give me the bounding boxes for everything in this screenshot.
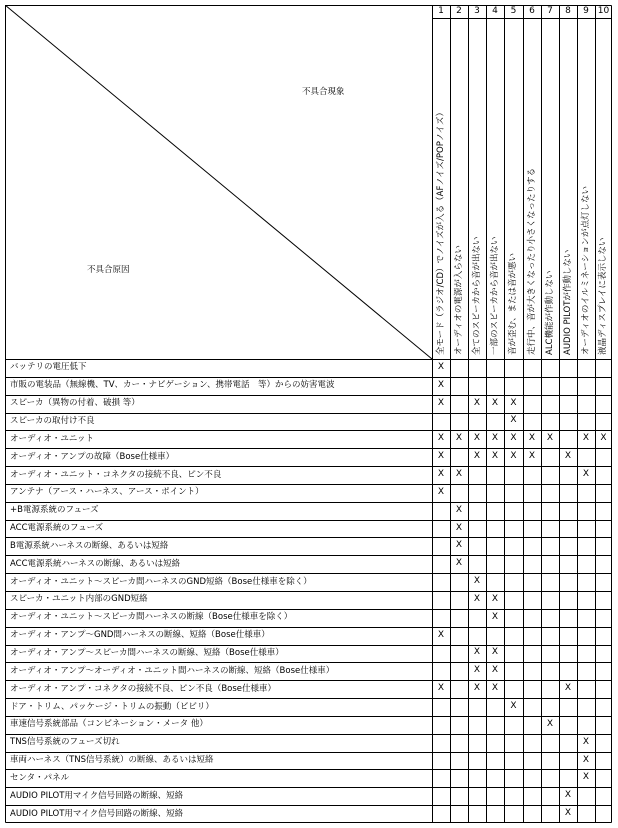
cause-cell: 車速信号系統部品（コンビネーション・メータ 他） xyxy=(10,719,208,730)
mark-x: X xyxy=(528,433,536,444)
column-number: 10 xyxy=(597,6,610,16)
mark-x: X xyxy=(491,397,499,408)
mark-x: X xyxy=(473,683,481,694)
mark-x: X xyxy=(437,361,445,372)
mark-x: X xyxy=(473,647,481,658)
mark-x: X xyxy=(455,469,463,479)
column-header-label: AUDIO PILOTが作動しない xyxy=(562,249,573,355)
mark-x: X xyxy=(510,433,517,444)
column-number: 8 xyxy=(565,6,571,16)
column-header-label: 一部のスピーカから音が出ない xyxy=(489,236,500,355)
column-header-label: オーディオの電源が入らない xyxy=(453,245,464,355)
cause-cell: オーディオ・アンプ・コネクタの接続不良、ピン不良（Bose仕様車） xyxy=(10,683,277,694)
cause-cell: TNS信号系統のフューズ切れ xyxy=(10,737,120,748)
column-number: 1 xyxy=(438,6,444,16)
mark-x: X xyxy=(510,701,517,711)
mark-x: X xyxy=(582,736,590,747)
cause-cell: ACC電源系統ハーネスの断線、あるいは短絡 xyxy=(10,558,181,569)
column-number: 7 xyxy=(547,6,553,16)
cause-cell: オーディオ・アンプ〜オーディオ・ユニット間ハーネスの断線、短絡（Bose仕様車） xyxy=(10,665,335,676)
mark-x: X xyxy=(437,629,445,640)
cause-cell: オーディオ・アンプ〜スピーカ間ハーネスの断線、短絡（Bose仕様車） xyxy=(10,647,284,658)
mark-x: X xyxy=(491,593,499,604)
cause-cell: 市販の電装品（無線機、TV、カー・ナビゲーション、携帯電話 等）からの妨害電波 xyxy=(10,380,335,391)
trouble-diagnosis-table xyxy=(5,5,612,823)
mark-x: X xyxy=(564,683,572,694)
column-number: 4 xyxy=(492,6,498,16)
mark-x: X xyxy=(455,504,463,515)
column-header-label: 音が歪む、または音が悪い xyxy=(508,252,518,355)
cause-cell: スピーカ・ユニット内部のGND短絡 xyxy=(10,594,148,605)
cause-cell: スピーカ（異物の付着、破損 等） xyxy=(10,398,140,409)
column-header-label: 全てのスピーカから音が出ない xyxy=(471,236,482,355)
mark-x: X xyxy=(491,647,499,658)
column-number: 6 xyxy=(529,6,535,16)
mark-x: X xyxy=(437,379,445,390)
cause-cell: オーディオ・アンプの故障（Bose仕様車） xyxy=(10,451,175,462)
cause-cell: スピーカの取付け不良 xyxy=(10,415,95,426)
mark-x: X xyxy=(510,415,517,426)
cause-cell: オーディオ・ユニット・コネクタの接続不良、ピン不良 xyxy=(10,469,222,480)
mark-x: X xyxy=(491,451,499,462)
mark-x: X xyxy=(455,522,463,533)
mark-x: X xyxy=(510,451,517,462)
mark-x: X xyxy=(528,451,536,462)
cause-cell: センタ・パネル xyxy=(10,772,70,783)
mark-x: X xyxy=(582,754,590,765)
cause-cell: オーディオ・アンプ〜GND間ハーネスの断線、短絡（Bose仕様車） xyxy=(10,630,270,641)
mark-x: X xyxy=(582,469,590,479)
cause-cell: オーディオ・ユニット xyxy=(10,433,94,444)
mark-x: X xyxy=(473,433,481,444)
header-diagonal xyxy=(5,5,432,359)
column-number: 5 xyxy=(510,6,517,16)
mark-x: X xyxy=(455,540,463,551)
column-header-label: 液晶ディスプレイに表示しない xyxy=(598,237,608,355)
mark-x: X xyxy=(437,433,445,444)
mark-x: X xyxy=(564,808,572,819)
cause-cell: ACC電源系統のフューズ xyxy=(10,523,104,534)
mark-x: X xyxy=(582,772,590,783)
mark-x: X xyxy=(510,397,517,408)
mark-x: X xyxy=(437,683,445,694)
cause-header-label: 不具合原因 xyxy=(87,265,130,275)
column-header-label: 全モード（ラジオ/CD）でノイズが入る（AFノイズ/POPノイズ） xyxy=(435,108,446,355)
column-header-label: ALC機能が作動しない xyxy=(544,270,555,355)
mark-x: X xyxy=(546,433,554,444)
mark-x: X xyxy=(564,790,572,801)
cause-cell: ドア・トリム、パッケージ・トリムの振動（ビビリ） xyxy=(10,701,214,712)
phenomenon-header-label: 不具合現象 xyxy=(302,87,345,97)
mark-x: X xyxy=(473,593,481,604)
table-grid xyxy=(5,5,612,823)
mark-x: X xyxy=(473,397,481,408)
cause-cell: アンテナ（アース・ハーネス、アース・ポイント） xyxy=(10,487,204,498)
mark-x: X xyxy=(491,611,499,622)
cause-cell: +B電源系統のフューズ xyxy=(10,505,99,516)
column-header-label: 走行中、音が大きくなったり小さくなったりする xyxy=(526,167,537,355)
mark-x: X xyxy=(473,576,481,587)
mark-x: X xyxy=(437,486,445,497)
mark-x: X xyxy=(491,665,499,676)
mark-x: X xyxy=(437,397,445,408)
cause-cell: AUDIO PILOT用マイク信号回路の断線、短絡 xyxy=(10,808,184,819)
mark-x: X xyxy=(473,451,481,462)
mark-x: X xyxy=(437,469,445,479)
column-number: 3 xyxy=(474,6,480,16)
column-number: 9 xyxy=(583,6,589,16)
mark-x: X xyxy=(564,451,572,462)
cause-cell: B電源系統ハーネスの断線、あるいは短絡 xyxy=(10,540,169,551)
mark-x: X xyxy=(491,683,499,694)
mark-x: X xyxy=(437,451,445,462)
cause-cell: バッテリの電圧低下 xyxy=(10,362,87,373)
column-header-label: オーディオのイルミネーションが点灯しない xyxy=(580,186,591,355)
cause-cell: オーディオ・ユニット〜スピーカ間ハーネスのGND短絡（Bose仕様車を除く） xyxy=(10,576,312,587)
mark-x: X xyxy=(491,433,499,444)
mark-x: X xyxy=(455,558,463,569)
mark-x: X xyxy=(582,433,590,444)
column-number: 2 xyxy=(456,6,462,16)
mark-x: X xyxy=(546,718,554,729)
mark-x: X xyxy=(600,433,607,444)
mark-x: X xyxy=(455,433,463,444)
cause-cell: オーディオ・ユニット〜スピーカ間ハーネスの断線（Bose仕様車を除く） xyxy=(10,612,293,623)
cause-cell: 車両ハーネス（TNS信号系統）の断線、あるいは短絡 xyxy=(10,755,214,766)
mark-x: X xyxy=(473,665,481,676)
cause-cell: AUDIO PILOT用マイク信号回路の断線、短絡 xyxy=(10,790,184,801)
